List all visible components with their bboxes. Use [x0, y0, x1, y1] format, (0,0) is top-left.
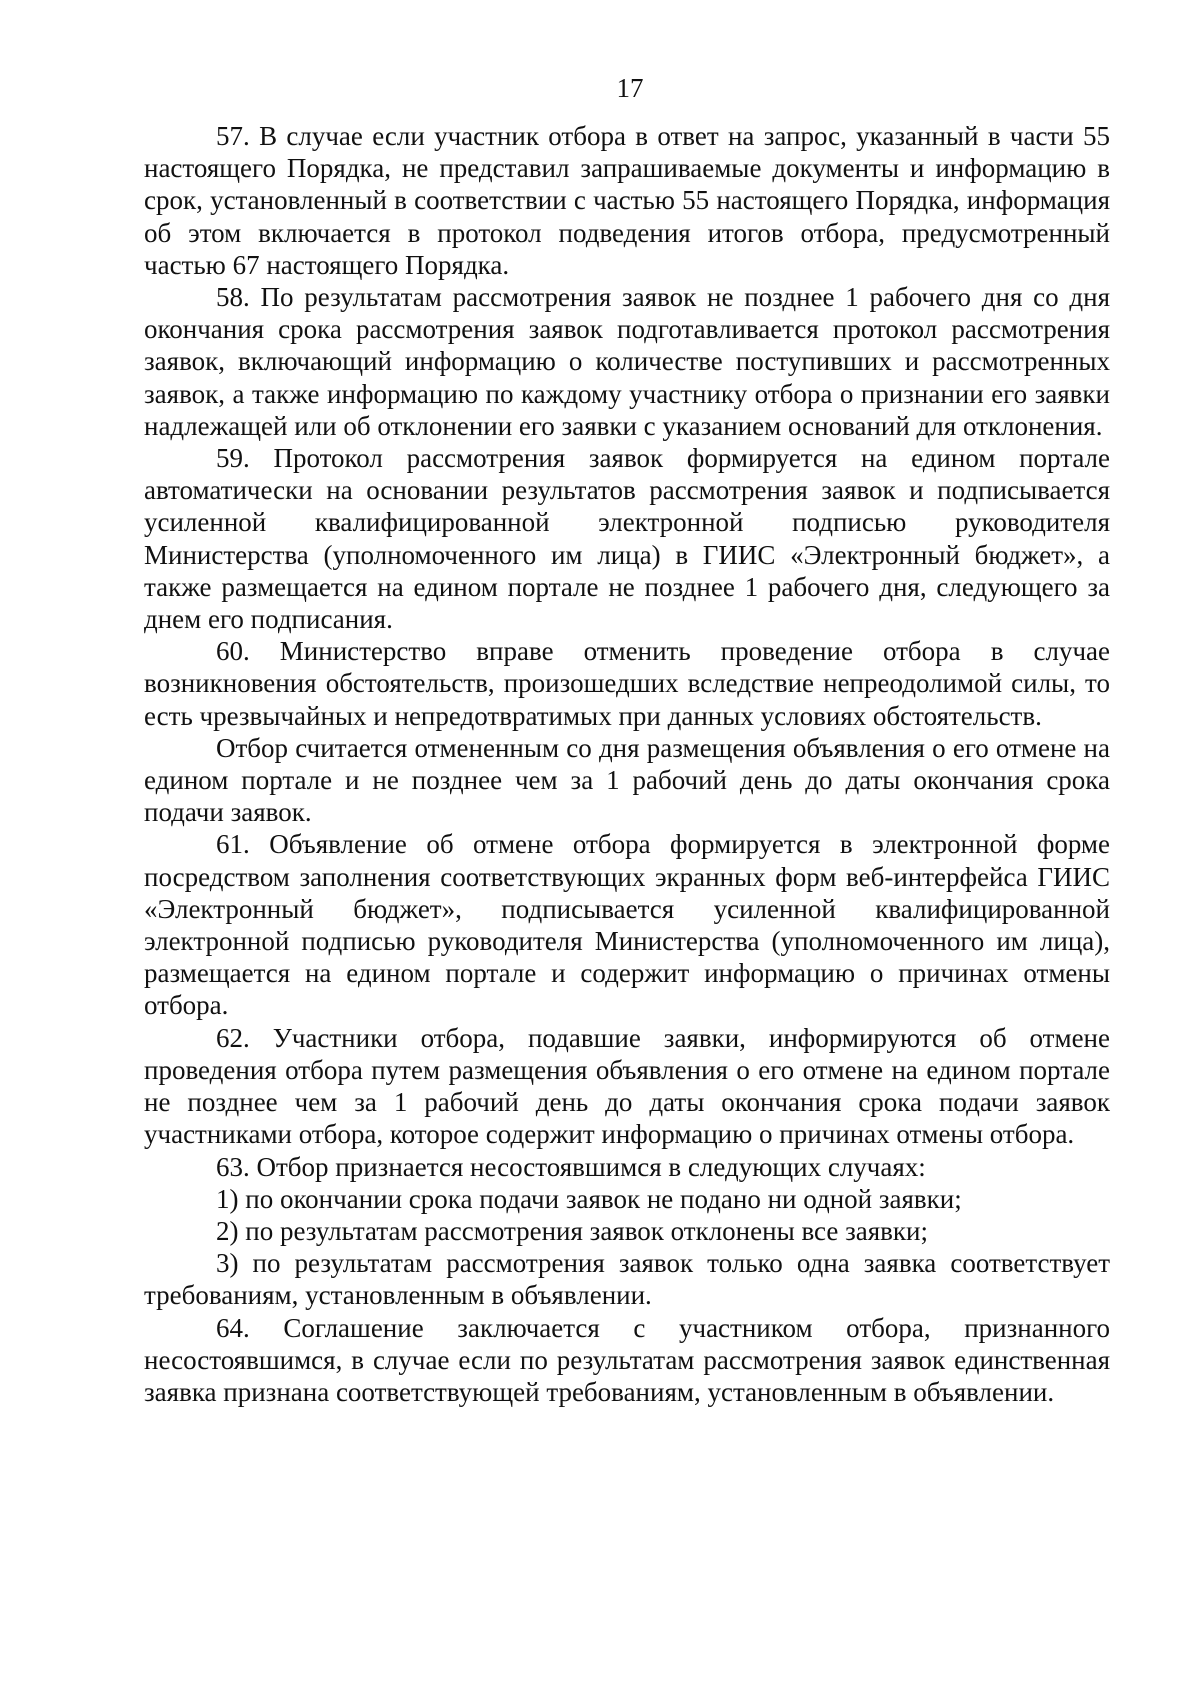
page-number: 17: [616, 73, 644, 103]
paragraph-60-continuation: Отбор считается отмененным со дня размещения объявления о его отмене на едином портале и не позднее чем за 1 рабочий день до даты окончания срока подачи заявок.: [144, 732, 1110, 828]
paragraph-59: 59. Протокол рассмотрения заявок формируется на едином портале автоматически на основании результатов рассмотрения заявок и подписывается усиленной квалифицированной электронной подписью руководителя Министерства (уполномоченного им лица) в ГИИС «Электронный бюджет», а также размещается на едином портале не позднее 1 рабочего дня, следующего за днем его подписания.: [144, 443, 1110, 635]
paragraph-63: 63. Отбор признается несостоявшимся в следующих случаях:: [216, 1151, 926, 1182]
paragraph-57: 57. В случае если участник отбора в ответ на запрос, указанный в части 55 настоящего Порядка, не представил запрашиваемые документы и информацию в срок, установленный в соответствии с частью 55 настоящего Порядка, информация об этом включается в протокол подведения итогов отбора, предусмотренный частью 67 настоящего Порядка.: [144, 121, 1110, 280]
paragraph-63-item-2: 2) по результатам рассмотрения заявок отклонены все заявки;: [216, 1215, 928, 1246]
paragraph-60: 60. Министерство вправе отменить проведение отбора в случае возникновения обстоятельств, произошедших вследствие непреодолимой силы, то есть чрезвычайных и непредотвратимых при данных условиях обстоятельств.: [144, 636, 1110, 731]
paragraph-63-item-1: 1) по окончании срока подачи заявок не подано ни одной заявки;: [216, 1183, 962, 1214]
paragraph-63-item-3: 3) по результатам рассмотрения заявок только одна заявка соответствует требованиям, установленным в объявлении.: [144, 1248, 1110, 1311]
document-body: [144, 120, 1110, 1408]
paragraph-62: 62. Участники отбора, подавшие заявки, информируются об отмене проведения отбора путем размещения объявления о его отмене на едином портале не позднее чем за 1 рабочий день до даты окончания срока подачи заявок участниками отбора, которое содержит информацию о причинах отмены отбора.: [144, 1022, 1110, 1150]
paragraph-58: 58. По результатам рассмотрения заявок не позднее 1 рабочего дня со дня окончания срока рассмотрения заявок подготавливается протокол рассмотрения заявок, включающий информацию о количестве поступивших и рассмотренных заявок, а также информацию по каждому участнику отбора о признании его заявки надлежащей или об отклонении его заявки с указанием оснований для отклонения.: [144, 282, 1110, 441]
paragraph-61: 61. Объявление об отмене отбора формируется в электронной форме посредством заполнения соответствующих экранных форм веб-интерфейса ГИИС «Электронный бюджет», подписывается усиленной квалифицированной электронной подписью руководителя Министерства (уполномоченного им лица), размещается на едином портале и содержит информацию о причинах отмены отбора.: [144, 829, 1110, 1021]
paragraph-64: 64. Соглашение заключается с участником отбора, признанного несостоявшимся, в случае если по результатам рассмотрения заявок единственная заявка признана соответствующей требованиям, установленным в объявлении.: [144, 1312, 1110, 1407]
